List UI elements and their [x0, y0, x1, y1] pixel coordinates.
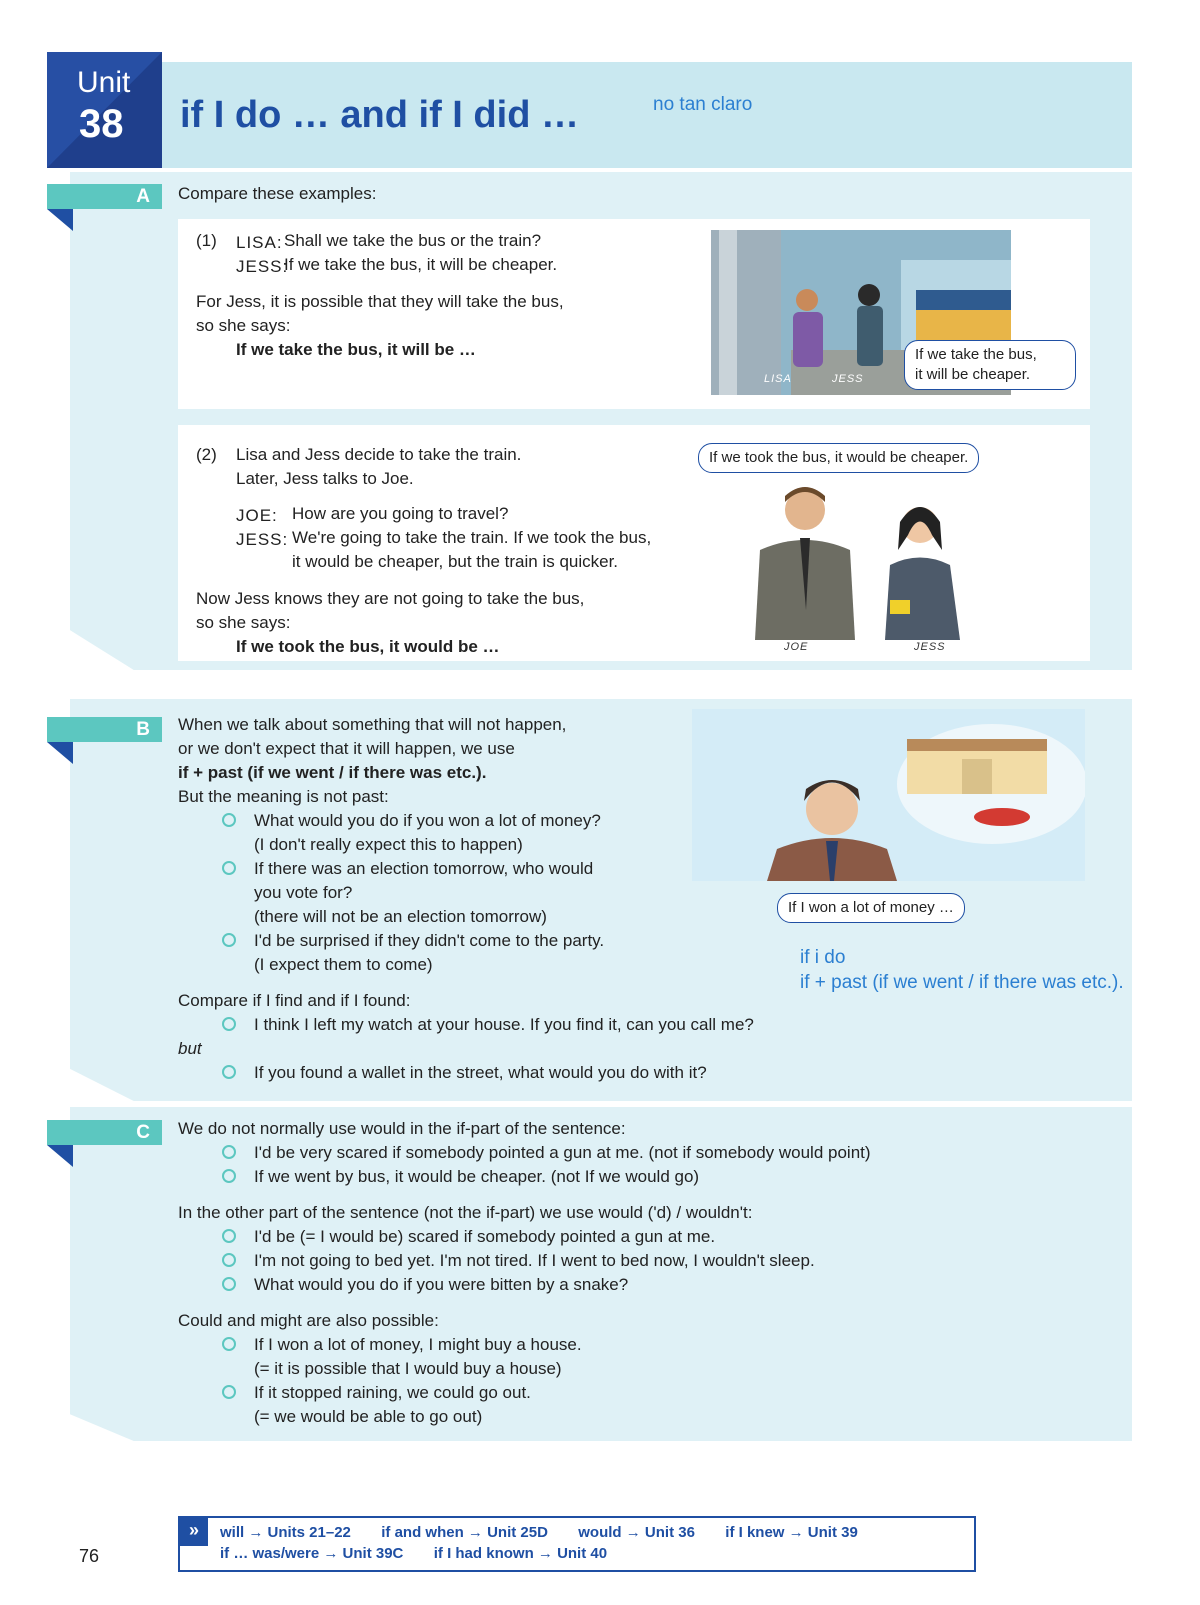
section-b-line-2: or we don't expect that it will happen, we use [178, 739, 515, 758]
example-1-says: If we take the bus, it will be … [236, 340, 476, 359]
cross-reference-link[interactable]: would → Unit 36 [578, 1524, 695, 1541]
bullet-icon [222, 933, 236, 947]
section-b-example-3-note: (I expect them to come) [254, 955, 433, 974]
section-b-example-2-cont: you vote for? [254, 883, 353, 902]
cross-reference-box [178, 1516, 976, 1572]
label-jess-2: JESS [914, 641, 946, 653]
bullet-icon [222, 1337, 236, 1351]
section-c-tab: C [47, 1120, 162, 1145]
section-c-example-3: I'd be (= I would be) scared if somebody pointed a gun at me. [254, 1227, 716, 1246]
bullet-icon [222, 861, 236, 875]
joe-jess-illustration [740, 480, 1010, 640]
speech-bubble-will [904, 340, 1076, 390]
speaker-jess-2: JESS: [236, 530, 289, 549]
speech-bubble-won: If I won a lot of money … [777, 893, 965, 923]
section-c-example-7: If it stopped raining, we could go out. [254, 1383, 531, 1402]
section-c-example-4: I'm not going to bed yet. I'm not tired. If I went to bed now, I wouldn't sleep. [254, 1251, 815, 1270]
section-b-example-1: What would you do if you won a lot of money? [254, 811, 601, 830]
speech-bubble-will-line-2: it will be cheaper. [915, 366, 1031, 383]
section-c-example-6: If I won a lot of money, I might buy a house. [254, 1335, 582, 1354]
section-a-tab-fold [47, 209, 73, 231]
cross-reference-link[interactable]: if and when → Unit 25D [381, 1524, 548, 1541]
cross-reference-icon: » [180, 1518, 208, 1546]
section-b-example-3: I'd be surprised if they didn't come to the party. [254, 931, 605, 950]
section-b-line-1: When we talk about something that will not happen, [178, 715, 567, 734]
section-b-compare-2: If you found a wallet in the street, what would you do with it? [254, 1063, 707, 1082]
label-jess: JESS [832, 373, 864, 385]
speaker-jess: JESS: [236, 257, 289, 276]
cross-reference-link[interactable]: if … was/were → Unit 39C [220, 1545, 404, 1562]
handwritten-annotation-2: if + past (if we went / if there was etc.). [800, 972, 1124, 993]
section-b-example-2: If there was an election tomorrow, who would [254, 859, 594, 878]
example-1-explanation-cont: so she says: [196, 316, 291, 335]
bullet-icon [222, 1169, 236, 1183]
jess-line: If we take the bus, it will be cheaper. [284, 255, 558, 274]
bullet-icon [222, 1145, 236, 1159]
speech-bubble-will-line-1: If we take the bus, [915, 346, 1037, 363]
bullet-icon [222, 1385, 236, 1399]
bullet-icon [222, 813, 236, 827]
label-lisa: LISA [764, 373, 792, 385]
example-2-line-2: Later, Jess talks to Joe. [236, 469, 414, 488]
cross-reference-link[interactable]: if I knew → Unit 39 [725, 1524, 858, 1541]
section-a-intro: Compare these examples: [178, 184, 377, 203]
example-1-explanation: For Jess, it is possible that they will take the bus, [196, 292, 564, 311]
handwritten-annotation-1: if i do [800, 947, 846, 968]
section-b-tab-fold [47, 742, 73, 764]
page-title: if I do … and if I did … [180, 94, 579, 136]
section-b-but: but [178, 1039, 202, 1058]
section-c-example-7-note: (= we would be able to go out) [254, 1407, 483, 1426]
section-c-line-3: Could and might are also possible: [178, 1311, 439, 1330]
section-c-example-5: What would you do if you were bitten by a snake? [254, 1275, 629, 1294]
section-c-line-2: In the other part of the sentence (not the if-part) we use would ('d) / wouldn't: [178, 1203, 753, 1222]
unit-badge [47, 52, 162, 168]
page-number: 76 [79, 1546, 100, 1566]
section-c-example-6-note: (= it is possible that I would buy a house) [254, 1359, 562, 1378]
section-c-example-1: I'd be very scared if somebody pointed a gun at me. (not if somebody would point) [254, 1143, 871, 1162]
dreaming-man-illustration [692, 709, 1085, 881]
unit-number: 38 [79, 102, 124, 146]
example-2-explanation: Now Jess knows they are not going to take the bus, [196, 589, 585, 608]
section-b-line-4: But the meaning is not past: [178, 787, 389, 806]
bullet-icon [222, 1065, 236, 1079]
cross-reference-link[interactable]: will → Units 21–22 [220, 1524, 351, 1541]
example-1-number: (1) [196, 231, 217, 250]
section-c-example-2: If we went by bus, it would be cheaper. (not If we would go) [254, 1167, 700, 1186]
unit-label: Unit [77, 66, 131, 99]
bullet-icon [222, 1277, 236, 1291]
section-c-line-1: We do not normally use would in the if-part of the sentence: [178, 1119, 626, 1138]
section-b-example-1-note: (I don't really expect this to happen) [254, 835, 523, 854]
speaker-joe: JOE: [236, 506, 278, 525]
section-b-compare-1: I think I left my watch at your house. If you find it, can you call me? [254, 1015, 754, 1034]
label-joe: JOE [784, 641, 809, 653]
cross-reference-link[interactable]: if I had known → Unit 40 [433, 1545, 608, 1562]
bullet-icon [222, 1253, 236, 1267]
section-b-example-2-note: (there will not be an election tomorrow) [254, 907, 547, 926]
example-2-says: If we took the bus, it would be … [236, 637, 500, 656]
bullet-icon [222, 1017, 236, 1031]
jess-line-2-cont: it would be cheaper, but the train is quicker. [292, 552, 619, 571]
speech-bubble-would: If we took the bus, it would be cheaper. [698, 443, 979, 473]
handwritten-note: no tan claro [653, 94, 753, 115]
example-2-line-1: Lisa and Jess decide to take the train. [236, 445, 522, 464]
example-2-number: (2) [196, 445, 217, 464]
section-b-tab: B [47, 717, 162, 742]
lisa-line: Shall we take the bus or the train? [284, 231, 542, 250]
jess-line-2: We're going to take the train. If we took the bus, [292, 528, 652, 547]
section-a-tab: A [47, 184, 162, 209]
section-b-compare: Compare if I find and if I found: [178, 991, 411, 1010]
section-b-line-3: if + past (if we went / if there was etc.). [178, 763, 487, 782]
bullet-icon [222, 1229, 236, 1243]
section-c-tab-fold [47, 1145, 73, 1167]
joe-line: How are you going to travel? [292, 504, 509, 523]
example-2-explanation-cont: so she says: [196, 613, 291, 632]
speaker-lisa: LISA: [236, 233, 283, 252]
